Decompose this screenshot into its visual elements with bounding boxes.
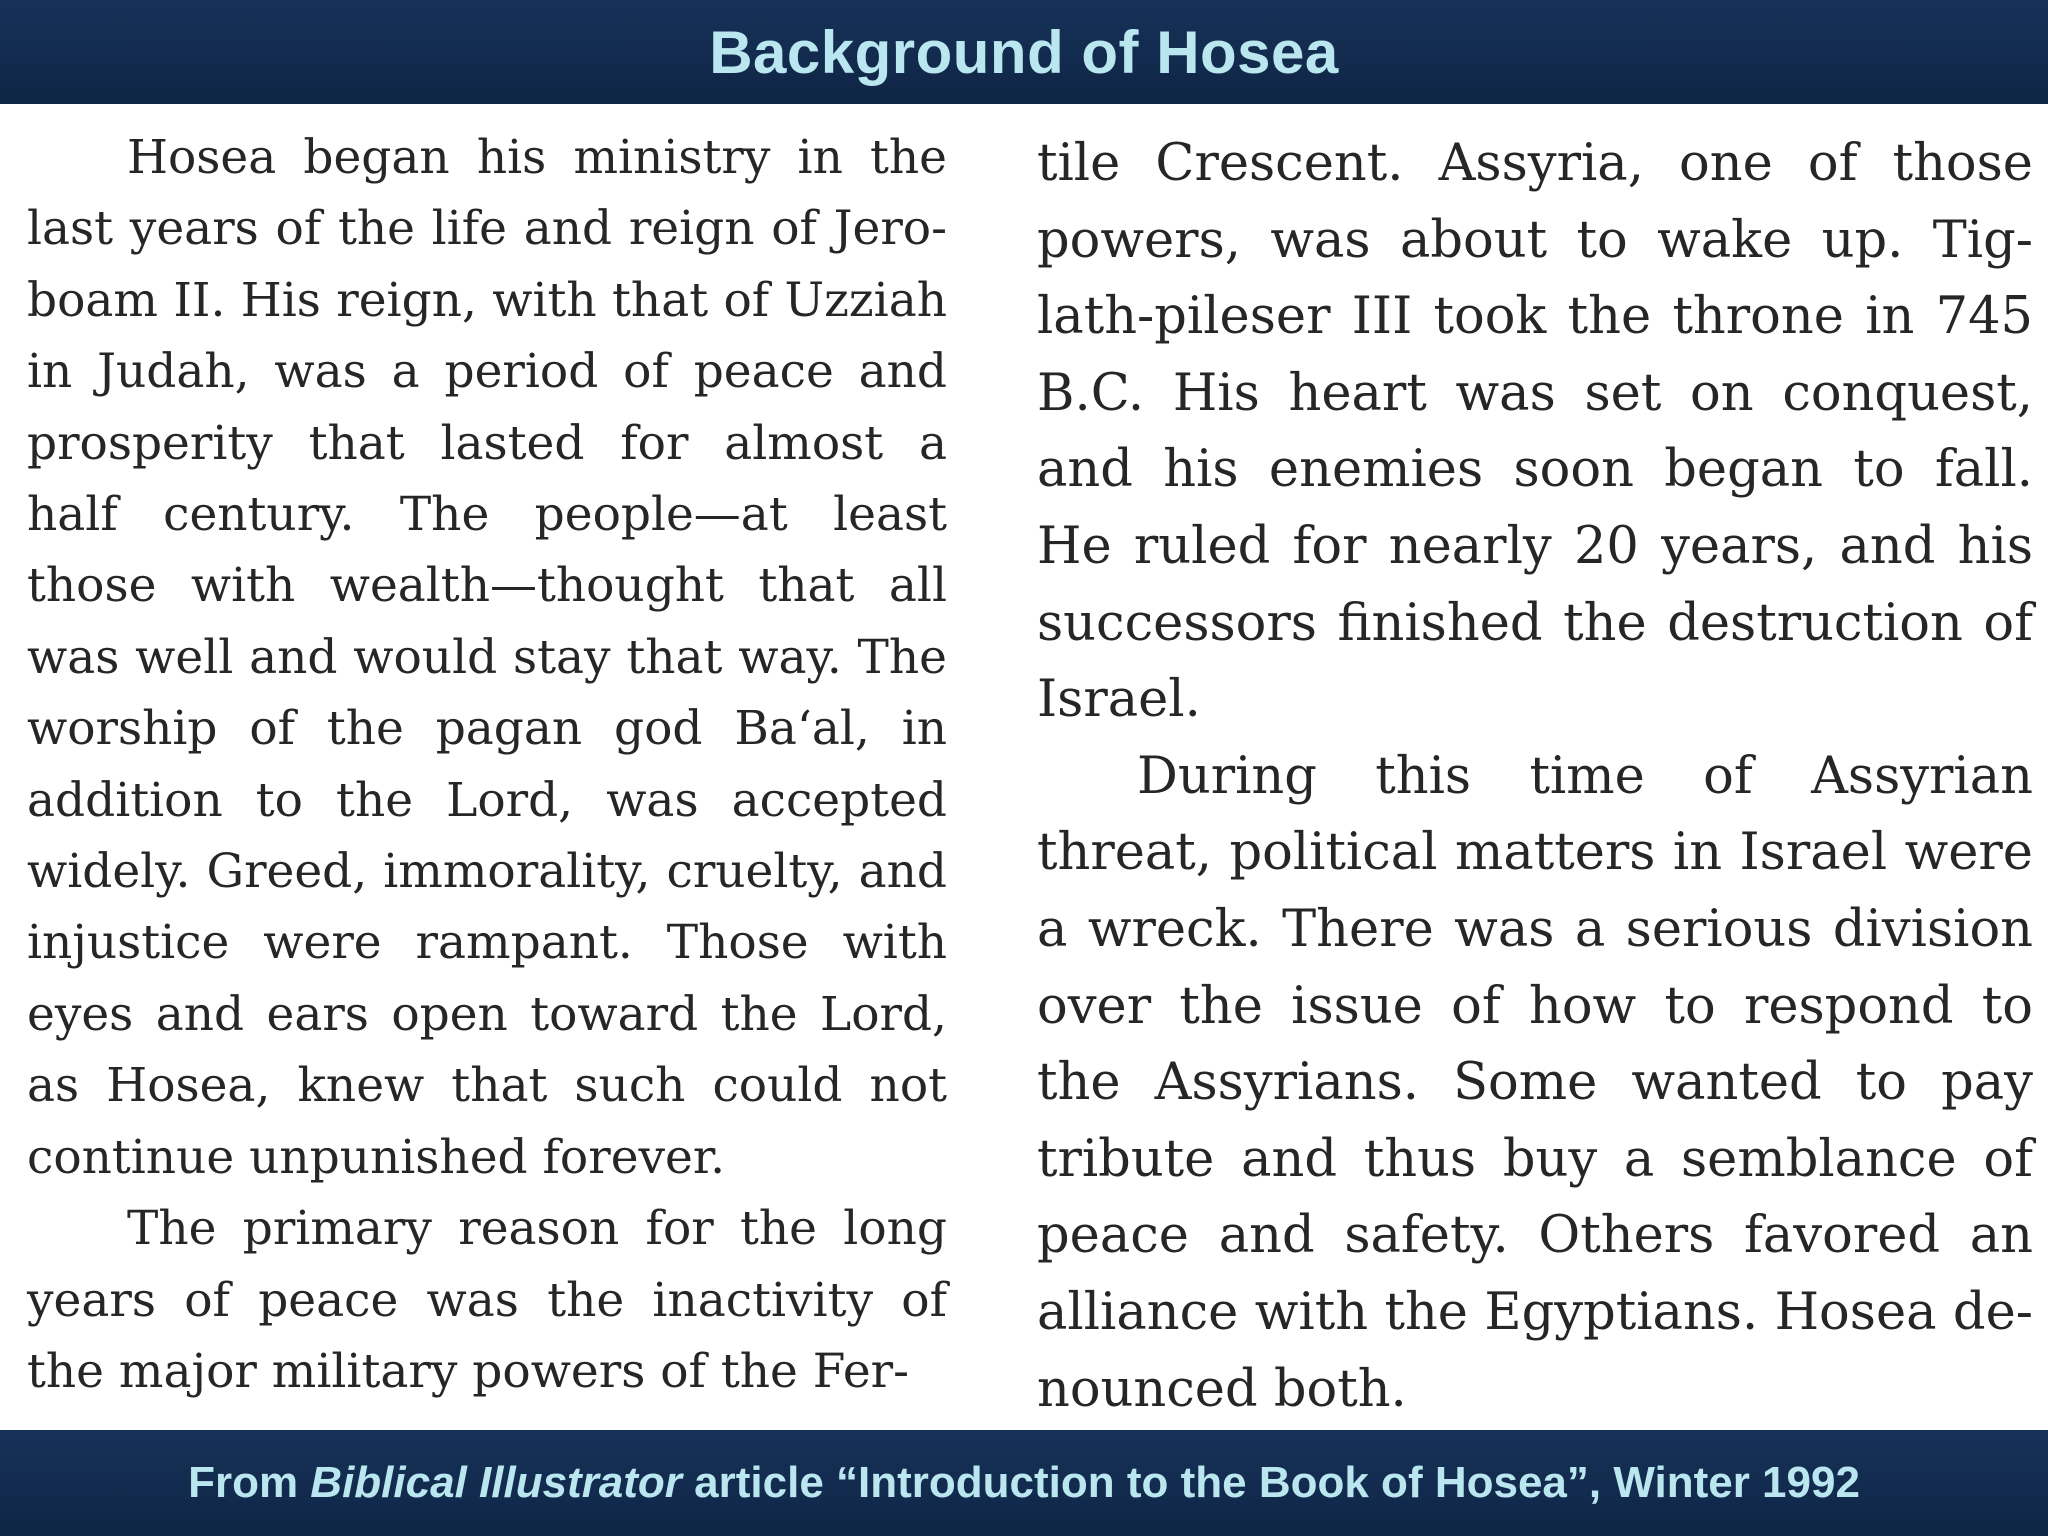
citation-prefix: From (188, 1458, 311, 1507)
publication-name: Biblical Illustrator (310, 1458, 682, 1507)
right-paragraph-2: During this time of Assyrian threat, political matters in Israel were a wreck. There was a serious division over the issue of how to respond to the Assyrians. Some wanted to pay tribute and thus buy a semblance of peace and safety. Others favored an alliance with the Egyptians. Hosea denounced both. (1037, 746, 2033, 1419)
footer-bar (0, 1430, 2048, 1536)
right-paragraph-1: tile Crescent. Assyria, one of those powers, was about to wake up. Tiglath-pileser III took the throne in 745 B.C. His heart was set on conquest, and his enemies soon began to fall. He ruled for nearly 20 years, and his successors finished the destruction of Israel. (1037, 134, 2033, 730)
article-left-column (27, 122, 947, 1407)
left-paragraph-1: Hosea began his ministry in the last years of the life and reign of Jeroboam II. His reign, with that of Uzziah in Judah, was a period of peace and prosperity that lasted for almost a half century. The people—at least those with wealth—thought that all was well and would stay that way. The worship of the pagan god Ba‘al, in addition to the Lord, was accepted widely. Greed, immorality, cruelty, and injustice were rampant. Those with eyes and ears open toward the Lord, as Hosea, knew that such could not continue unpunished forever. (27, 130, 947, 1185)
article-scan (0, 104, 2048, 1430)
article-right-column (1037, 126, 2033, 1428)
citation-detail: article “Introduction to the Book of Hosea”, Winter 1992 (681, 1458, 1860, 1507)
left-paragraph-2: The primary reason for the long years of peace was the inactivity of the major military powers of the Fer- (27, 1201, 947, 1399)
title-bar (0, 0, 2048, 104)
slide-title: Background of Hosea (709, 18, 1339, 86)
source-citation (188, 1458, 1860, 1508)
